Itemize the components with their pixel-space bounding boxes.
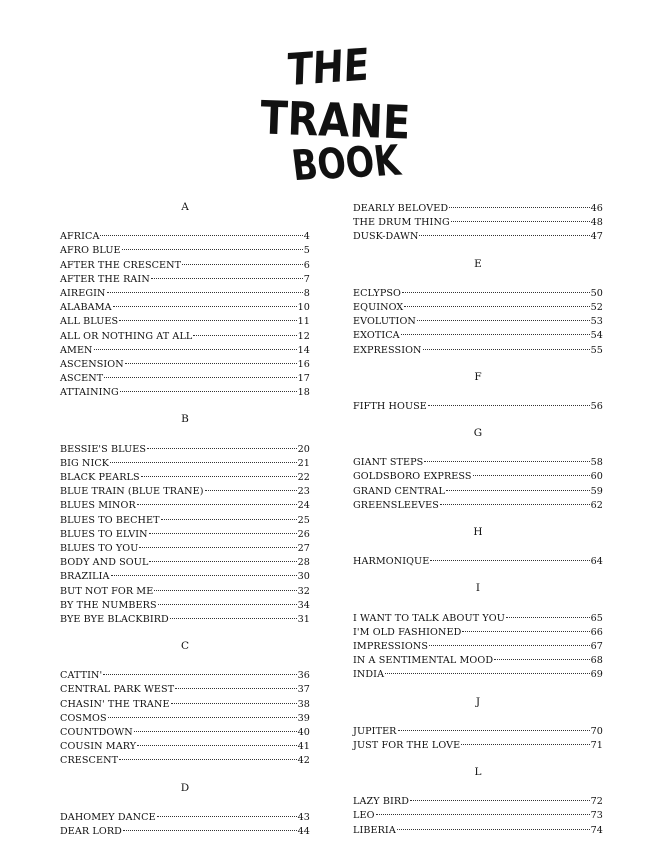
dot-leader [175,678,296,689]
dot-leader [100,225,302,236]
entry-title: IN A SENTIMENTAL MOOD [353,655,494,667]
dot-leader [137,494,297,505]
entry-page-number: 21 [297,457,310,469]
entry-title: AFRICA [60,231,100,243]
entry-page-number: 22 [297,472,310,483]
dot-leader [103,664,296,675]
index-entry [353,666,603,680]
entry-page-number: 69 [590,669,603,681]
dot-leader [151,268,303,279]
entry-page-number: 6 [303,259,310,271]
entry-title: CATTIN' [60,670,103,682]
entry-title: EXPRESSION [353,344,422,356]
entry-title: ATTAINING [60,387,119,399]
entry-page-number: 46 [590,203,603,214]
dot-leader [149,551,296,562]
dot-leader [158,594,297,605]
entry-page-number: 41 [297,741,310,753]
dot-leader [122,239,303,250]
entry-title: DEAR LORD [60,825,122,837]
index-entry [353,822,603,836]
entry-page-number: 52 [590,301,603,313]
entry-title: AFTER THE CRESCENT [60,259,182,271]
section-letter: I [475,582,481,595]
entry-title: DAHOMEY DANCE [60,811,156,823]
dot-leader [385,663,589,674]
entry-title: GOLDSBORO EXPRESS [353,471,472,483]
entry-title: BYE BYE BLACKBIRD [60,613,169,625]
entry-page-number: 26 [297,528,310,540]
section-letter: H [473,526,483,538]
logo-line-3: BOOK [289,134,431,191]
entry-page-number: 18 [297,387,310,399]
dot-leader [473,465,590,476]
dot-leader [107,282,303,293]
index-entry [353,737,603,751]
dot-leader [110,452,297,463]
entry-page-number: 53 [590,316,603,328]
entry-title: DEARLY BELOVED [353,203,449,214]
index-section [353,681,603,752]
entry-title: FIFTH HOUSE [353,400,427,412]
entry-page-number: 50 [590,287,603,299]
entry-page-number: 32 [297,585,310,597]
entry-page-number: 14 [297,344,310,356]
entry-title: LIBERIA [353,824,396,836]
entry-page-number: 23 [297,486,310,498]
index-entry [353,497,603,511]
entry-title: I'M OLD FASHIONED [353,626,462,638]
entry-page-number: 17 [297,373,310,385]
section-letter: C [180,640,190,653]
entry-page-number: 67 [590,640,603,652]
dot-leader [120,381,297,392]
entry-title: CHASIN' THE TRANE [60,698,170,710]
entry-page-number: 40 [297,727,310,738]
entry-title: BLUES MINOR [60,500,136,512]
entry-title: BRAZILIA [60,571,110,583]
dot-leader [424,451,589,462]
entry-title: GRAND CENTRAL [353,485,445,497]
entry-title: BLUES TO YOU [60,542,139,554]
index-entry [353,228,603,242]
entry-title: BIG NICK [60,457,110,469]
dot-leader [423,339,590,350]
dot-leader [430,550,589,561]
dot-leader [157,806,297,817]
entry-page-number: 54 [590,330,603,342]
entry-title: DUSK-DAWN [353,231,419,243]
entry-title: JUPITER [353,725,397,737]
entry-title: BY THE NUMBERS [60,599,157,611]
entry-page-number: 39 [297,712,310,724]
dot-leader [113,296,297,307]
entry-page-number: 36 [297,670,310,682]
index-entry [60,384,310,398]
entry-page-number: 59 [590,485,603,497]
entry-title: BLUE TRAIN (BLUE TRANE) [60,486,204,498]
entry-title: COSMOS [60,712,107,724]
section-letter: G [473,427,483,440]
entry-title: GIANT STEPS [353,457,424,469]
section-letter: D [180,781,190,794]
dot-leader [125,353,297,364]
entry-title: AIREGIN [60,287,106,299]
dot-leader [428,395,590,406]
dot-leader [205,480,297,491]
entry-title: COUSIN MARY [60,741,137,753]
index-section [353,412,603,511]
dot-leader [141,466,297,477]
index-section [353,200,603,243]
index-section [353,567,603,680]
dot-leader [410,790,590,801]
dot-leader [139,537,296,548]
dot-leader [506,607,590,618]
entry-page-number: 60 [590,471,603,483]
entry-title: LEO [353,810,375,822]
entry-page-number: 4 [303,231,310,243]
index-section [60,767,310,838]
entry-title: GREENSLEEVES [353,499,439,511]
index-section [353,243,603,356]
dot-leader [147,438,297,449]
entry-title: ALABAMA [60,302,112,314]
index-section [353,511,603,567]
entry-title: IMPRESSIONS [353,640,428,652]
dot-leader [111,565,297,576]
entry-title: LAZY BIRD [353,796,410,808]
entry-title: BLUES TO BECHET [60,514,160,526]
entry-title: COUNTDOWN [60,727,133,738]
entry-page-number: 55 [590,344,603,356]
dot-leader [440,494,590,505]
index-entry [60,823,310,837]
dot-leader [119,749,297,760]
dot-leader [462,621,589,632]
entry-page-number: 20 [297,443,310,455]
entry-page-number: 8 [303,287,310,299]
dot-leader [417,310,590,321]
index-section [60,200,310,398]
entry-page-number: 58 [590,457,603,469]
entry-title: EQUINOX [353,301,404,313]
entry-title: EVOLUTION [353,316,416,328]
section-letter: E [474,257,482,270]
entry-page-number: 24 [297,500,310,512]
entry-page-number: 38 [297,698,310,710]
entry-page-number: 65 [590,612,603,624]
dot-leader [154,580,296,591]
section-letter: J [475,695,481,708]
index-entry [353,398,603,412]
dot-leader [104,367,296,378]
dot-leader [94,339,297,350]
index-section [60,398,310,625]
entry-title: THE DRUM THING [353,217,450,229]
entry-title: BODY AND SOUL [60,557,149,569]
dot-leader [376,804,590,815]
entry-page-number: 73 [590,810,603,822]
dot-leader [449,197,589,208]
entry-title: JUST FOR THE LOVE [353,739,461,751]
dot-leader [402,282,590,293]
section-letter: L [474,766,482,779]
entry-page-number: 48 [590,217,603,229]
dot-leader [134,721,297,732]
entry-title: EXOTICA [353,330,400,342]
entry-title: HARMONIQUE [353,556,430,568]
entry-page-number: 31 [297,613,310,625]
entry-page-number: 68 [590,655,603,667]
entry-page-number: 10 [297,302,310,314]
entry-title: ASCENSION [60,358,124,370]
index-section [353,751,603,836]
entry-page-number: 71 [590,739,603,751]
entry-page-number: 70 [590,725,603,737]
entry-page-number: 7 [303,273,310,285]
entry-page-number: 56 [590,400,603,412]
dot-leader [171,693,297,704]
book-logo [255,30,434,191]
entry-title: AFRO BLUE [60,245,121,257]
dot-leader [419,225,589,236]
dot-leader [494,649,589,660]
section-letter: A [181,201,189,213]
dot-leader [397,819,590,830]
entry-title: BUT NOT FOR ME [60,585,154,597]
entry-title: CENTRAL PARK WEST [60,684,175,696]
dot-leader [149,523,297,534]
entry-title: BLACK PEARLS [60,472,140,483]
logo-line-2: TRANE [259,90,434,151]
entry-page-number: 74 [590,824,603,836]
entry-page-number: 62 [590,499,603,511]
entry-title: CRESCENT [60,755,119,767]
entry-title: BESSIE'S BLUES [60,443,147,455]
dot-leader [461,734,589,745]
entry-page-number: 43 [297,811,310,823]
index-entry [353,553,603,567]
entry-page-number: 25 [297,514,310,526]
entry-title: AFTER THE RAIN [60,273,150,285]
dot-leader [401,324,590,335]
entry-title: ASCENT [60,373,104,385]
dot-leader [108,707,297,718]
index-entry [60,752,310,766]
index-column-right [353,200,603,836]
entry-page-number: 44 [297,825,310,837]
dot-leader [170,608,297,619]
dot-leader [123,820,297,831]
entry-page-number: 27 [297,542,310,554]
entry-title: ALL OR NOTHING AT ALL [60,330,193,342]
dot-leader [429,635,590,646]
entry-page-number: 34 [297,599,310,611]
entry-title: INDIA [353,669,385,681]
entry-page-number: 12 [297,330,310,342]
index-section [60,625,310,767]
entry-title: ECLYPSO [353,287,402,299]
index-section [353,356,603,412]
dot-leader [193,325,296,336]
entry-page-number: 30 [297,571,310,583]
section-letter: B [181,413,189,426]
dot-leader [398,720,590,731]
entry-page-number: 37 [297,684,310,696]
dot-leader [119,310,296,321]
entry-title: BLUES TO ELVIN [60,528,148,540]
section-letter: F [474,370,482,383]
entry-title: ALL BLUES [60,316,119,328]
dot-leader [446,480,590,491]
entry-page-number: 5 [303,245,310,257]
entry-page-number: 42 [297,755,310,767]
dot-leader [137,735,296,746]
index-entry [60,611,310,625]
dot-leader [161,509,297,520]
index-column-left [60,200,310,837]
entry-page-number: 72 [590,796,603,808]
dot-leader [451,211,590,222]
entry-page-number: 64 [590,556,603,568]
logo-line-1: THE [286,38,385,97]
entry-page-number: 66 [590,626,603,638]
dot-leader [404,296,589,307]
index-entry [353,342,603,356]
entry-page-number: 47 [590,231,603,243]
entry-page-number: 16 [297,358,310,370]
entry-title: I WANT TO TALK ABOUT YOU [353,612,505,624]
entry-page-number: 11 [297,316,310,328]
entry-page-number: 28 [297,557,310,569]
dot-leader [182,254,303,265]
entry-title: AMEN [60,344,93,356]
